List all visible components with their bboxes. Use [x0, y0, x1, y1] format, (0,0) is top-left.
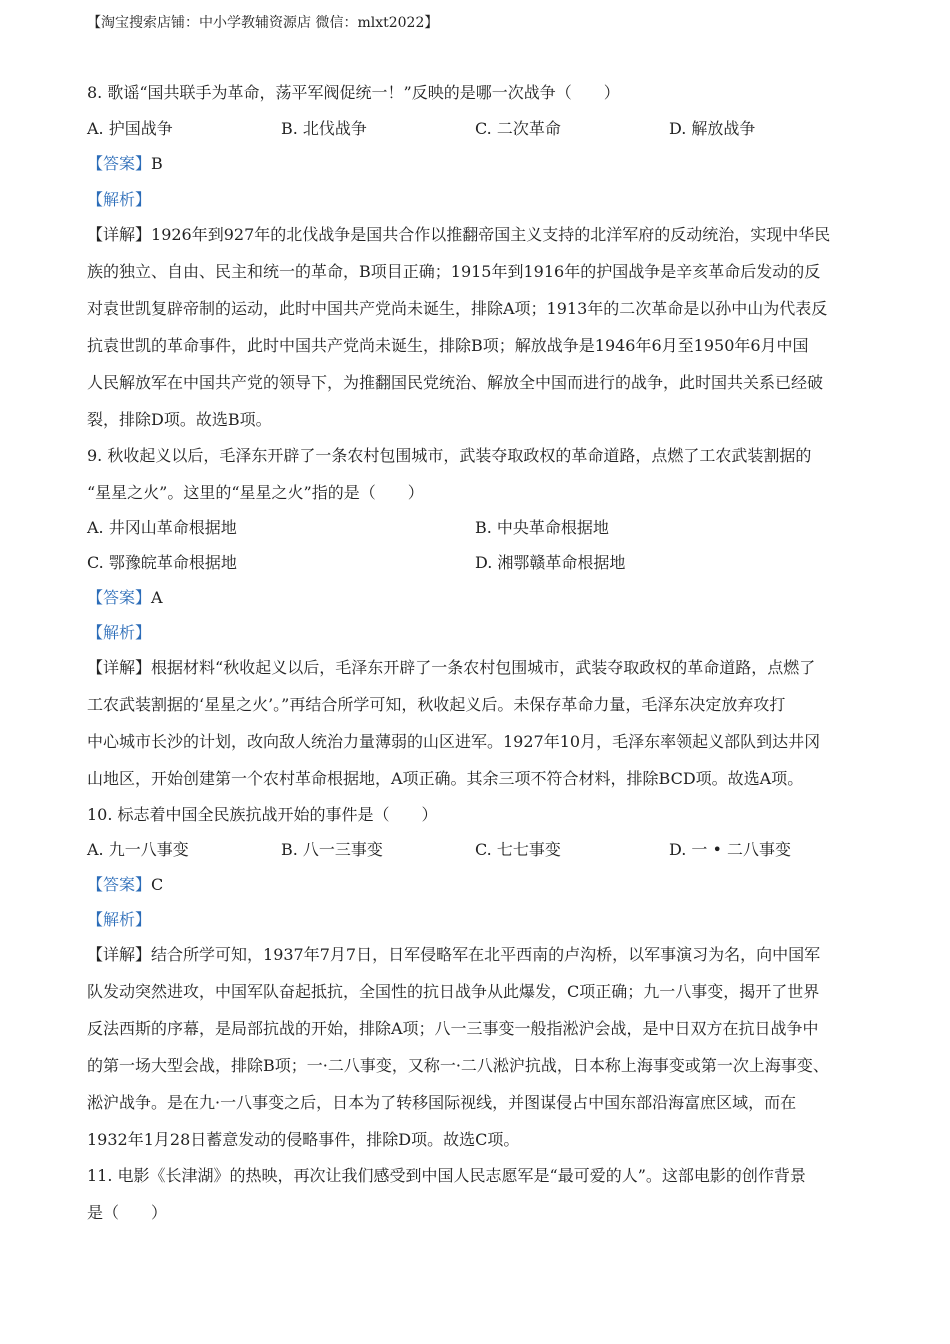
q9-option-b: B. 中央革命根据地	[475, 518, 609, 537]
q9-answer-value: A	[151, 588, 163, 607]
q10-detail-line: 1932年1月28日蓄意发动的侵略事件，排除D项。故选C项。	[87, 1130, 520, 1149]
q8-detail-line: 裂，排除D项。故选B项。	[87, 410, 272, 429]
detail-tag: 【详解】	[87, 658, 152, 677]
q9-detail-line: 中心城市长沙的计划，改向敌人统治力量薄弱的山区进军。1927年10月，毛泽东率领起义部队到达井冈	[87, 732, 821, 751]
q9-stem: 9. 秋收起义以后，毛泽东开辟了一条农村包围城市，武装夺取政权的革命道路，点燃了工农武装割据的	[87, 446, 812, 465]
answer-tag: 【答案】	[87, 154, 152, 173]
detail-tag: 【详解】	[87, 945, 152, 964]
q10-detail-line: 的第一场大型会战，排除B项；一·二八事变，又称一·二八淞沪抗战，日本称上海事变或第一次上海事变、	[87, 1056, 829, 1075]
q8-stem: 8. 歌谣“国共联手为革命，荡平军阀促统一！”反映的是哪一次战争（ ）	[87, 83, 620, 102]
answer-tag: 【答案】	[87, 588, 152, 607]
q8-detail-text: 1926年到927年的北伐战争是国共合作以推翻帝国主义支持的北洋军府的反动统治，实现中华民	[151, 225, 831, 244]
q9-detail-line	[87, 655, 815, 678]
analysis-tag: 【解析】	[87, 623, 152, 642]
header-watermark: 【淘宝搜索店铺：中小学教辅资源店 微信：mlxt2022】	[87, 15, 439, 31]
q10-analysis	[87, 907, 151, 930]
q8-detail-line: 人民解放军在中国共产党的领导下，为推翻国民党统治、解放全中国而进行的战争，此时国共关系已经破	[87, 373, 824, 392]
q8-option-c: C. 二次革命	[475, 119, 561, 138]
q9-detail-line: 工农武装割据的‘星星之火’。”再结合所学可知，秋收起义后。未保存革命力量，毛泽东决定放弃攻打	[87, 695, 786, 714]
q9-option-d: D. 湘鄂赣革命根据地	[475, 553, 626, 572]
q10-option-b: B. 八一三事变	[281, 840, 383, 859]
q9-stem: “星星之火”。这里的“星星之火”指的是（ ）	[87, 483, 424, 502]
detail-tag: 【详解】	[87, 225, 152, 244]
q8-option-b: B. 北伐战争	[281, 119, 367, 138]
q9-option-a: A. 井冈山革命根据地	[87, 518, 237, 537]
q10-detail-line: 队发动突然进攻，中国军队奋起抵抗，全国性的抗日战争从此爆发，C项正确；九一八事变，揭开了世界	[87, 982, 820, 1001]
q10-detail-line	[87, 942, 820, 965]
q10-answer	[87, 872, 163, 895]
q8-option-d: D. 解放战争	[669, 119, 756, 138]
q8-detail-line: 抗袁世凯的革命事件，此时中国共产党尚未诞生，排除B项；解放战争是1946年6月至1950年6月中国	[87, 336, 809, 355]
q8-answer-value: B	[151, 154, 163, 173]
q10-detail-line: 淞沪战争。是在九·一八事变之后，日本为了转移国际视线，并图谋侵占中国东部沿海富庶区域，而在	[87, 1093, 797, 1112]
q9-analysis	[87, 620, 151, 643]
q8-detail-line	[87, 222, 830, 245]
answer-tag: 【答案】	[87, 875, 152, 894]
q10-detail-line: 反法西斯的序幕，是局部抗战的开始，排除A项；八一三事变一般指淞沪会战，是中日双方在抗日战争中	[87, 1019, 819, 1038]
q8-answer	[87, 151, 163, 174]
analysis-tag: 【解析】	[87, 190, 152, 209]
analysis-tag: 【解析】	[87, 910, 152, 929]
q9-answer	[87, 585, 163, 608]
q9-detail-text: 根据材料“秋收起义以后，毛泽东开辟了一条农村包围城市，武装夺取政权的革命道路，点燃了	[151, 658, 816, 677]
q8-option-a: A. 护国战争	[87, 119, 173, 138]
q10-option-c: C. 七七事变	[475, 840, 561, 859]
q11-stem: 11. 电影《长津湖》的热映，再次让我们感受到中国人民志愿军是“最可爱的人”。这部电影的创作背景	[87, 1166, 806, 1185]
q8-detail-line: 对袁世凯复辟帝制的运动，此时中国共产党尚未诞生，排除A项；1913年的二次革命是以孙中山为代表反	[87, 299, 828, 318]
q8-analysis	[87, 187, 151, 210]
q10-answer-value: C	[151, 875, 164, 894]
q10-option-a: A. 九一八事变	[87, 840, 189, 859]
q10-detail-text: 结合所学可知，1937年7月7日，日军侵略军在北平西南的卢沟桥，以军事演习为名，向中国军	[151, 945, 821, 964]
q11-stem: 是（ ）	[87, 1203, 168, 1222]
q9-detail-line: 山地区，开始创建第一个农村革命根据地，A项正确。其余三项不符合材料，排除BCD项。故选A项。	[87, 769, 804, 788]
q8-detail-line: 族的独立、自由、民主和统一的革命，B项目正确；1915年到1916年的护国战争是辛亥革命后发动的反	[87, 262, 821, 281]
q9-option-c: C. 鄂豫皖革命根据地	[87, 553, 237, 572]
q10-option-d: D. 一 • 二八事变	[669, 840, 792, 859]
q10-stem: 10. 标志着中国全民族抗战开始的事件是（ ）	[87, 805, 438, 824]
